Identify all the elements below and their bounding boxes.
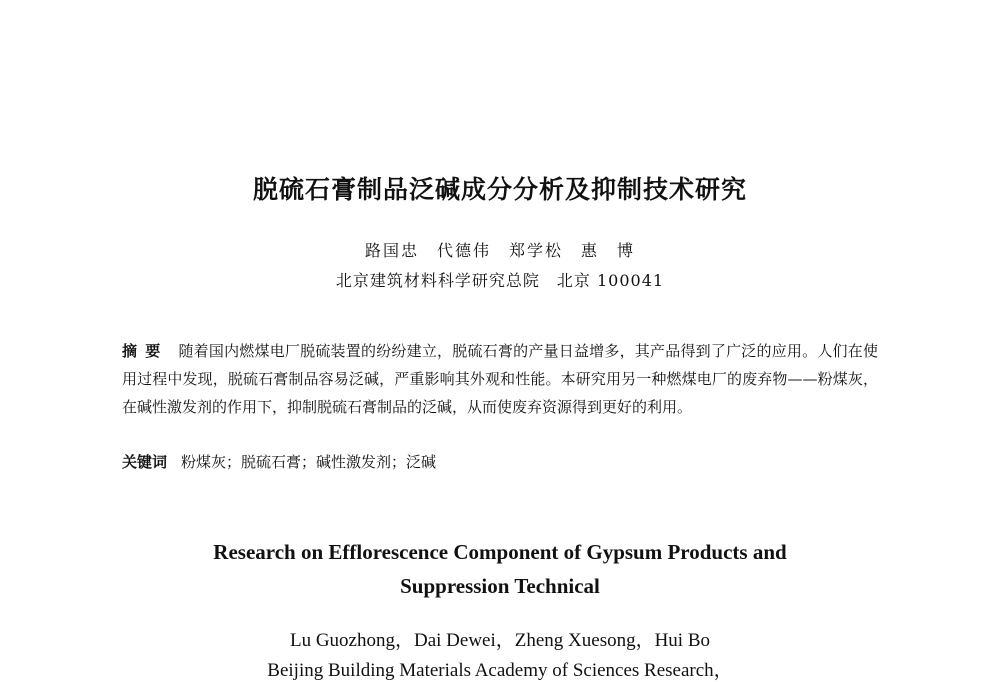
english-affiliation: Beijing Building Materials Academy of Sciences Research， [267,660,733,681]
chinese-affiliation: 北京建筑材料科学研究总院 北京 100041 [335,271,665,290]
english-authors: Lu Guozhong，Dai Dewei，Zheng Xuesong，Hui Bo [289,630,711,651]
english-title [0,535,1000,603]
abstract-block [122,337,878,421]
chinese-authors: 路国忠 代德伟 郑学松 惠 博 [364,241,635,260]
chinese-title: 脱硫石膏制品泛碱成分分析及抑制技术研究 [252,175,747,204]
abstract-text: 随着国内燃煤电厂脱硫装置的纷纷建立，脱硫石膏的产量日益增多，其产品得到了广泛的应用。人们在使用过程中发现，脱硫石膏制品容易泛碱，严重影响其外观和性能。本研究用另一种燃煤电厂的废弃物——粉煤灰，在碱性激发剂的作用下，抑制脱硫石膏制品的泛碱，从而使废弃资源得到更好的利用。 [122,342,878,416]
keywords-label: 关键词 [122,453,168,471]
keywords-text: 粉煤灰；脱硫石膏；碱性激发剂；泛碱 [181,453,437,471]
keywords-block [122,449,878,475]
english-title-line-2: Suppression Technical [400,574,600,598]
english-title-line-1: Research on Efflorescence Component of Gypsum Products and [213,540,787,564]
abstract-label: 摘要 [122,342,169,360]
